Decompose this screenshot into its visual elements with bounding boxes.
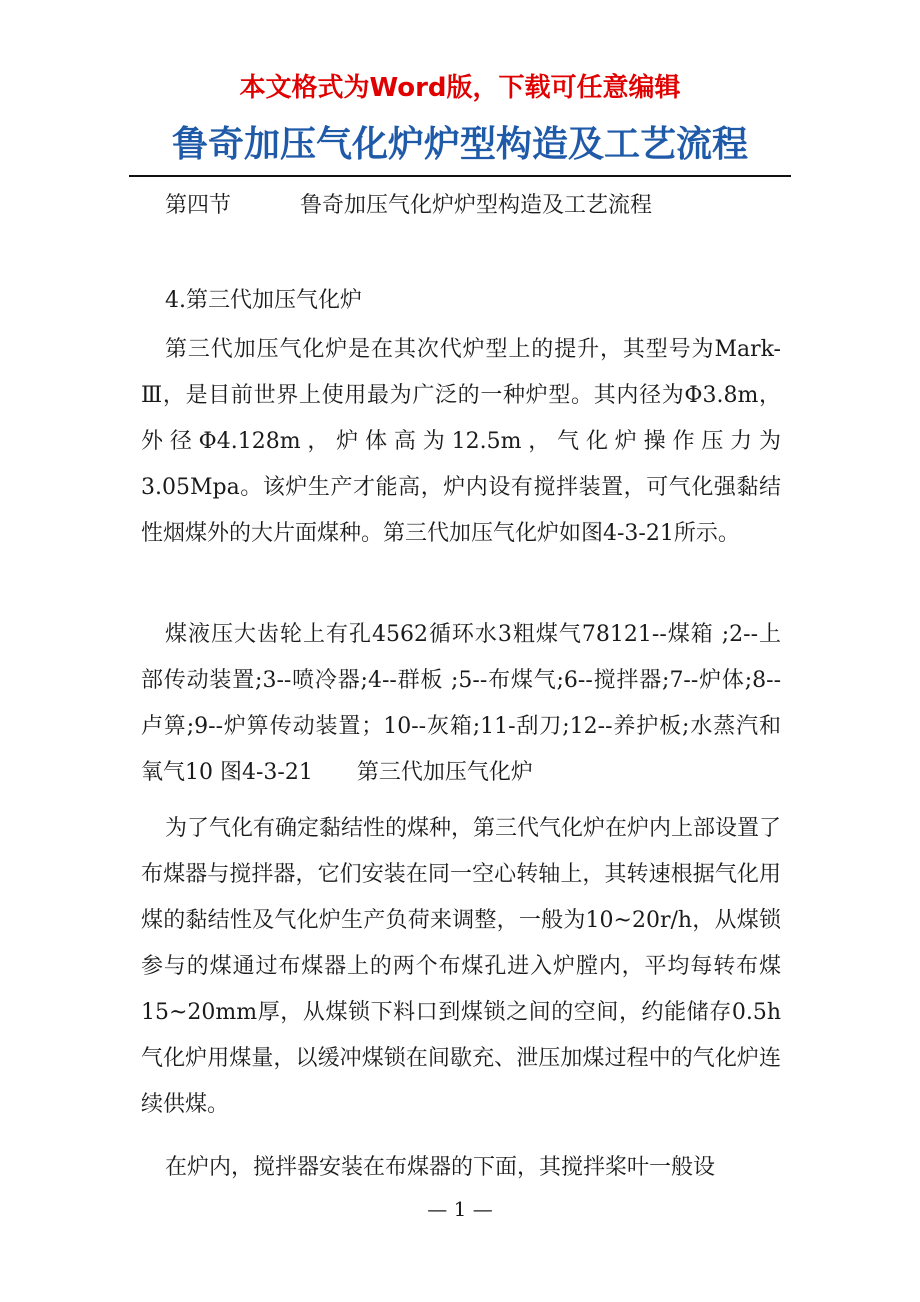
section-header bbox=[165, 186, 652, 226]
sub-heading: 4.第三代加压气化炉 bbox=[165, 288, 362, 313]
title-divider bbox=[129, 175, 791, 177]
section-title: 鲁奇加压气化炉炉型构造及工艺流程 bbox=[300, 193, 653, 218]
figure-legend-paragraph: 煤液压大齿轮上有孔4562循环水3粗煤气78121--煤箱 ;2--上部传动装置;3--喷冷器;4--群板 ;5--布煤气;6--搅拌器;7--炉体;8--卢箅;9--炉箅传动装置；10--灰箱;11-刮刀;12--养护板;水蒸汽和氧气10 图4-3-21 第三代加压气化炉 bbox=[141, 622, 781, 785]
page-number: — 1 — bbox=[427, 1197, 493, 1221]
paragraph: 为了气化有确定黏结性的煤种，第三代气化炉在炉内上部设置了布煤器与搅拌器，它们安装在同一空心转轴上，其转速根据气化用煤的黏结性及气化炉生产负荷来调整，一般为10~20r/h，从煤锁参与的煤通过布煤器上的两个布煤孔进入炉膛内，平均每转布煤15~20mm厚，从煤锁下料口到煤锁之间的空间，约能储存0.5h气化炉用煤量，以缓冲煤锁在间歇充、泄压加煤过程中的气化炉连续供煤。 bbox=[141, 816, 782, 1117]
paragraph: 在炉内，搅拌器安装在布煤器的下面，其搅拌桨叶一般设 bbox=[165, 1155, 716, 1180]
download-notice: 本文格式为Word版，下载可任意编辑 bbox=[239, 73, 681, 103]
paragraph: 第三代加压气化炉是在其次代炉型上的提升，其型号为Mark-Ⅲ，是目前世界上使用最为广泛的一种炉型。其内径为Φ3.8m，外径Φ4.128m，炉体高为12.5m，气化炉操作压力为3.05Mpa。该炉生产才能高，炉内设有搅拌装置，可气化强黏结性烟煤外的大片面煤种。第三代加压气化炉如图4-3-21所示。 bbox=[141, 337, 781, 546]
section-number: 第四节 bbox=[165, 193, 232, 218]
document-title: 鲁奇加压气化炉炉型构造及工艺流程 bbox=[171, 124, 748, 165]
